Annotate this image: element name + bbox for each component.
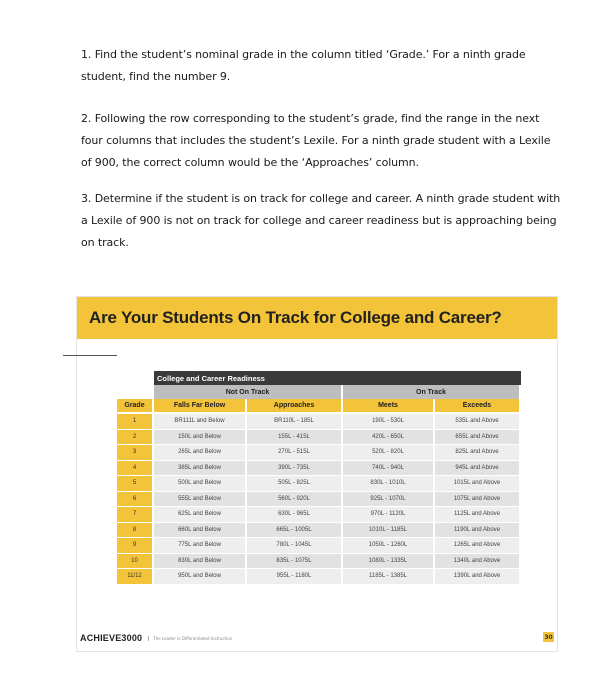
range-cell: 385L and Below <box>154 461 247 477</box>
range-cell: 420L - 650L <box>343 430 435 446</box>
instructions <box>81 44 561 274</box>
column-header: Approaches <box>247 399 343 414</box>
table-row <box>117 523 521 539</box>
range-cell: 150L and Below <box>154 430 247 446</box>
column-header-row <box>117 399 521 414</box>
table-row <box>117 507 521 523</box>
grade-cell: 3 <box>117 445 154 461</box>
range-cell: 1190L and Above <box>435 523 521 539</box>
figure-footer <box>77 627 557 649</box>
range-cell: 665L - 1005L <box>247 523 343 539</box>
readiness-table <box>117 399 521 585</box>
range-cell: 740L - 940L <box>343 461 435 477</box>
range-cell: 555L and Below <box>154 492 247 508</box>
grade-cell: 11/12 <box>117 569 154 585</box>
table-body <box>117 414 521 585</box>
figure-banner <box>77 297 557 339</box>
grade-cell: 4 <box>117 461 154 477</box>
grade-cell: 6 <box>117 492 154 508</box>
table-row <box>117 569 521 585</box>
range-cell: 1010L - 1185L <box>343 523 435 539</box>
range-cell: BR110L - 185L <box>247 414 343 430</box>
range-cell: 780L - 1045L <box>247 538 343 554</box>
logo-tagline: The Leader in Differentiated Instruction <box>148 636 232 641</box>
achieve3000-logo: ACHIEVE3000 <box>80 633 143 643</box>
grade-cell: 7 <box>117 507 154 523</box>
table-row <box>117 476 521 492</box>
readiness-table-wrap <box>117 371 521 585</box>
grade-cell: 2 <box>117 430 154 446</box>
group-on-track: On Track <box>343 385 521 399</box>
column-header: Meets <box>343 399 435 414</box>
figure-title: Are Your Students On Track for College and Career? <box>89 308 502 327</box>
instruction-step-3: 3. Determine if the student is on track for college and career. A ninth grade student with a Lexile of 900 is not on track for college and career readiness but is approaching being on track. <box>81 192 561 249</box>
range-cell: 505L - 825L <box>247 476 343 492</box>
range-cell: 1125L and Above <box>435 507 521 523</box>
range-cell: 1050L - 1260L <box>343 538 435 554</box>
range-cell: 625L and Below <box>154 507 247 523</box>
range-cell: 535L and Above <box>435 414 521 430</box>
range-cell: 660L and Below <box>154 523 247 539</box>
range-cell: 1265L and Above <box>435 538 521 554</box>
group-header-row <box>154 385 521 399</box>
table-row <box>117 414 521 430</box>
range-cell: 630L - 965L <box>247 507 343 523</box>
range-cell: 560L - 920L <box>247 492 343 508</box>
readiness-figure <box>76 296 558 652</box>
range-cell: 775L and Below <box>154 538 247 554</box>
group-not-on-track: Not On Track <box>154 385 343 399</box>
range-cell: 1340L and Above <box>435 554 521 570</box>
range-cell: 835L - 1075L <box>247 554 343 570</box>
table-row <box>117 430 521 446</box>
grade-cell: 5 <box>117 476 154 492</box>
table-row <box>117 461 521 477</box>
range-cell: 655L and Above <box>435 430 521 446</box>
instruction-step-2: 2. Following the row corresponding to the student’s grade, find the range in the next four columns that includes the student’s Lexile. For a ninth grade student with a Lexile of 900, the correct column would be the ‘Approaches’ column. <box>81 112 551 169</box>
range-cell: 265L and Below <box>154 445 247 461</box>
range-cell: BR111L and Below <box>154 414 247 430</box>
range-cell: 1075L and Above <box>435 492 521 508</box>
column-header: Grade <box>117 399 154 414</box>
range-cell: 925L - 1070L <box>343 492 435 508</box>
range-cell: 970L - 1120L <box>343 507 435 523</box>
grade-cell: 10 <box>117 554 154 570</box>
footer-rule <box>63 355 117 356</box>
range-cell: 190L - 530L <box>343 414 435 430</box>
table-row <box>117 492 521 508</box>
range-cell: 1185L - 1385L <box>343 569 435 585</box>
table-title: College and Career Readiness <box>154 371 521 385</box>
table-row <box>117 445 521 461</box>
range-cell: 1015L and Above <box>435 476 521 492</box>
grade-cell: 9 <box>117 538 154 554</box>
range-cell: 955L - 1180L <box>247 569 343 585</box>
range-cell: 825L and Above <box>435 445 521 461</box>
range-cell: 830L - 1010L <box>343 476 435 492</box>
range-cell: 520L - 820L <box>343 445 435 461</box>
range-cell: 830L and Below <box>154 554 247 570</box>
column-header: Falls Far Below <box>154 399 247 414</box>
table-row <box>117 554 521 570</box>
range-cell: 500L and Below <box>154 476 247 492</box>
grade-cell: 1 <box>117 414 154 430</box>
range-cell: 155L - 415L <box>247 430 343 446</box>
range-cell: 950L and Below <box>154 569 247 585</box>
range-cell: 270L - 515L <box>247 445 343 461</box>
page-number: 30 <box>544 633 553 641</box>
range-cell: 945L and Above <box>435 461 521 477</box>
range-cell: 390L - 735L <box>247 461 343 477</box>
column-header: Exceeds <box>435 399 521 414</box>
table-row <box>117 538 521 554</box>
range-cell: 1390L and Above <box>435 569 521 585</box>
grade-cell: 8 <box>117 523 154 539</box>
instruction-step-1: 1. Find the student’s nominal grade in the column titled ‘Grade.’ For a ninth grade student, find the number 9. <box>81 48 526 83</box>
range-cell: 1080L - 1335L <box>343 554 435 570</box>
